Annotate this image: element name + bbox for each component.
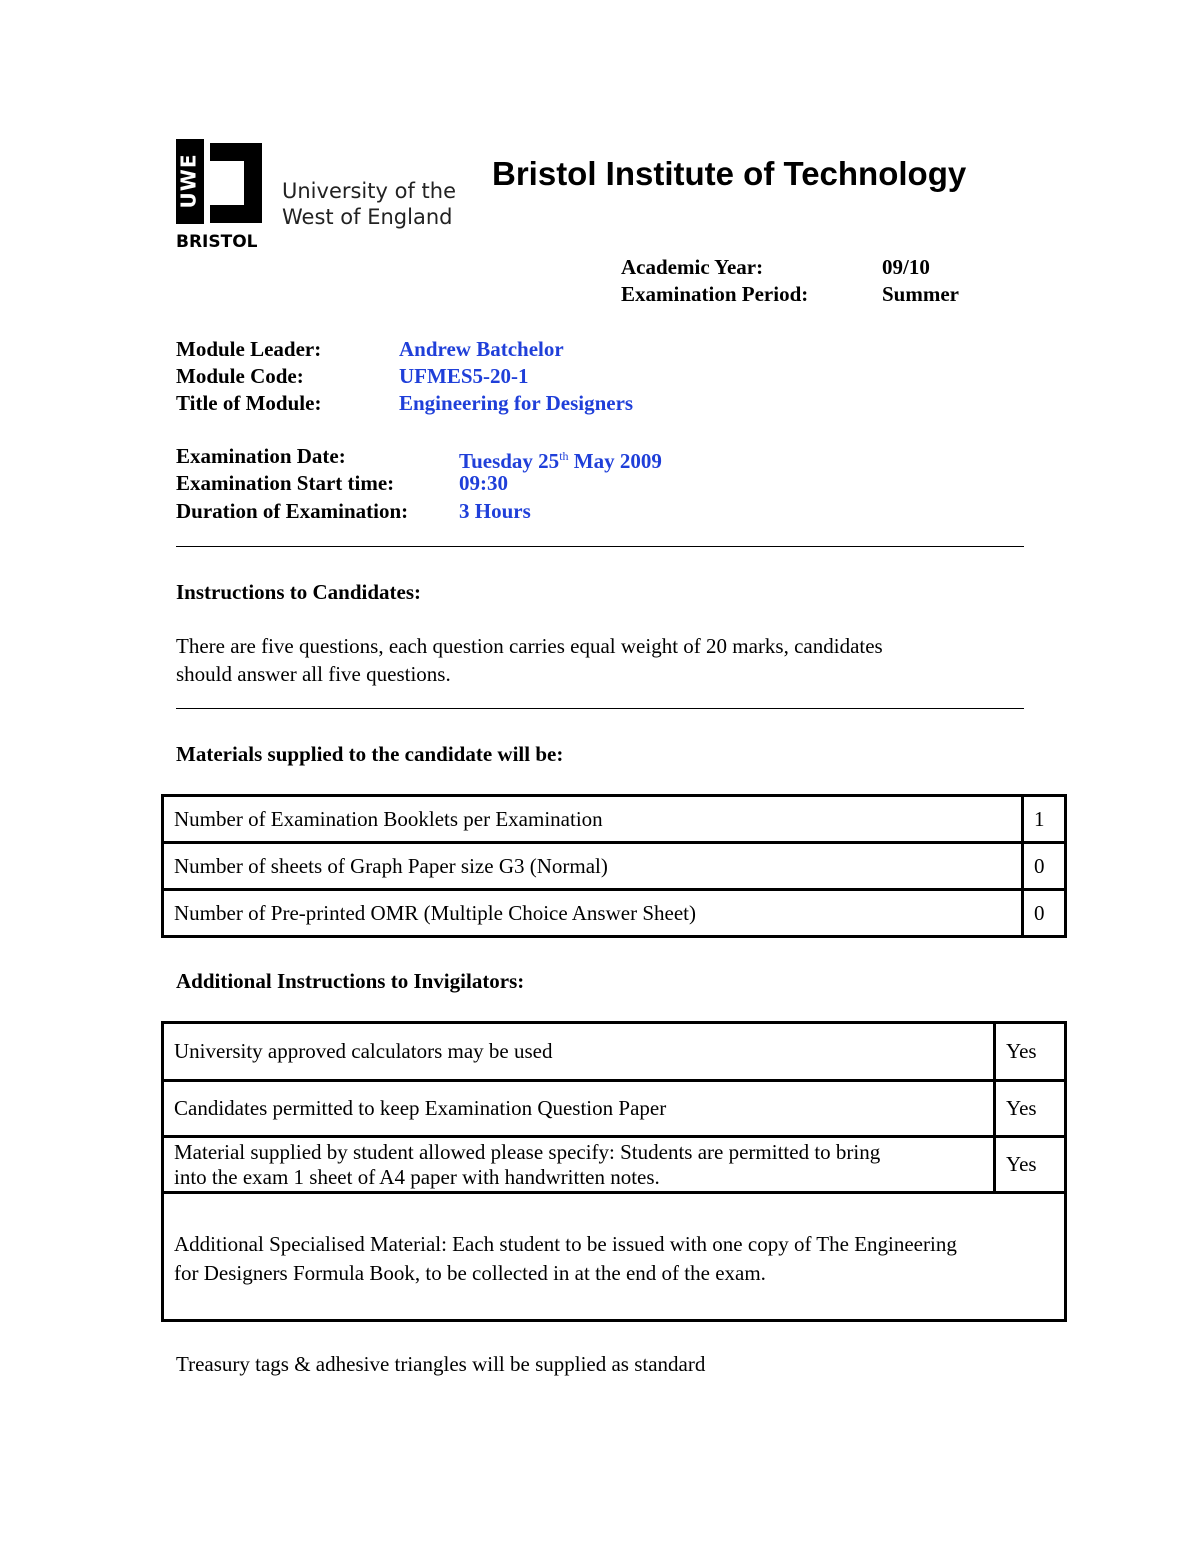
exam-date-value: Tuesday 25th May 2009 <box>459 449 662 473</box>
invigilators-label: Material supplied by student allowed please specify: Students are permitted to bring into the exam 1 sheet of A4 paper with handwritten notes. <box>163 1137 995 1193</box>
table-row <box>163 796 1066 843</box>
module-leader-label: Module Leader: <box>176 337 322 361</box>
invigilators-heading: Additional Instructions to Invigilators: <box>176 969 525 993</box>
exam-duration-label: Duration of Examination: <box>176 499 409 523</box>
module-code-value: UFMES5-20-1 <box>399 364 529 388</box>
table-row <box>163 1081 1066 1137</box>
footer-note: Treasury tags & adhesive triangles will be supplied as standard <box>176 1352 706 1376</box>
academic-year-value: 09/10 <box>882 255 930 279</box>
institute-title: Bristol Institute of Technology <box>492 155 967 192</box>
invigilators-label: Candidates permitted to keep Examination Question Paper <box>163 1081 995 1137</box>
specialised-material: Additional Specialised Material: Each student to be issued with one copy of The Engineering for Designers Formula Book, to be collected in at the end of the exam. <box>163 1193 1066 1321</box>
exam-date-label: Examination Date: <box>176 444 346 468</box>
svg-text:UWE: UWE <box>176 153 201 209</box>
module-title-value: Engineering for Designers <box>399 391 634 415</box>
invigilators-value: Yes <box>995 1137 1066 1193</box>
logo-bristol: BRISTOL <box>176 232 258 251</box>
table-row <box>163 1023 1066 1081</box>
table-row <box>163 1137 1066 1193</box>
instructions-heading: Instructions to Candidates: <box>176 580 422 604</box>
table-row <box>163 890 1066 937</box>
logo-line1: University of the <box>282 179 456 203</box>
module-title-label: Title of Module: <box>176 391 322 415</box>
instructions-line1: There are five questions, each question carries equal weight of 20 marks, candidates <box>176 634 883 658</box>
logo-wordmark <box>282 178 456 230</box>
table-row <box>163 843 1066 890</box>
divider <box>176 546 1024 547</box>
invigilators-value: Yes <box>995 1081 1066 1137</box>
instructions-line2: should answer all five questions. <box>176 662 451 686</box>
invigilators-table <box>161 1021 1067 1322</box>
exam-start-value: 09:30 <box>459 471 508 495</box>
uwe-logo-mark <box>176 139 276 251</box>
materials-value: 0 <box>1023 843 1066 890</box>
exam-period-label: Examination Period: <box>621 282 809 306</box>
materials-label: Number of Pre-printed OMR (Multiple Choice Answer Sheet) <box>163 890 1023 937</box>
exam-period-value: Summer <box>882 282 959 306</box>
invigilators-label: University approved calculators may be used <box>163 1023 995 1081</box>
table-row <box>163 1193 1066 1321</box>
materials-table <box>161 794 1067 938</box>
module-code-label: Module Code: <box>176 364 304 388</box>
exam-start-label: Examination Start time: <box>176 471 395 495</box>
exam-duration-value: 3 Hours <box>459 499 531 523</box>
invigilators-value: Yes <box>995 1023 1066 1081</box>
module-leader-value: Andrew Batchelor <box>399 337 564 361</box>
divider <box>176 708 1024 709</box>
academic-year-label: Academic Year: <box>621 255 764 279</box>
materials-value: 0 <box>1023 890 1066 937</box>
materials-label: Number of Examination Booklets per Examination <box>163 796 1023 843</box>
materials-heading: Materials supplied to the candidate will be: <box>176 742 564 766</box>
materials-value: 1 <box>1023 796 1066 843</box>
logo-line2: West of England <box>282 205 453 229</box>
materials-label: Number of sheets of Graph Paper size G3 (Normal) <box>163 843 1023 890</box>
